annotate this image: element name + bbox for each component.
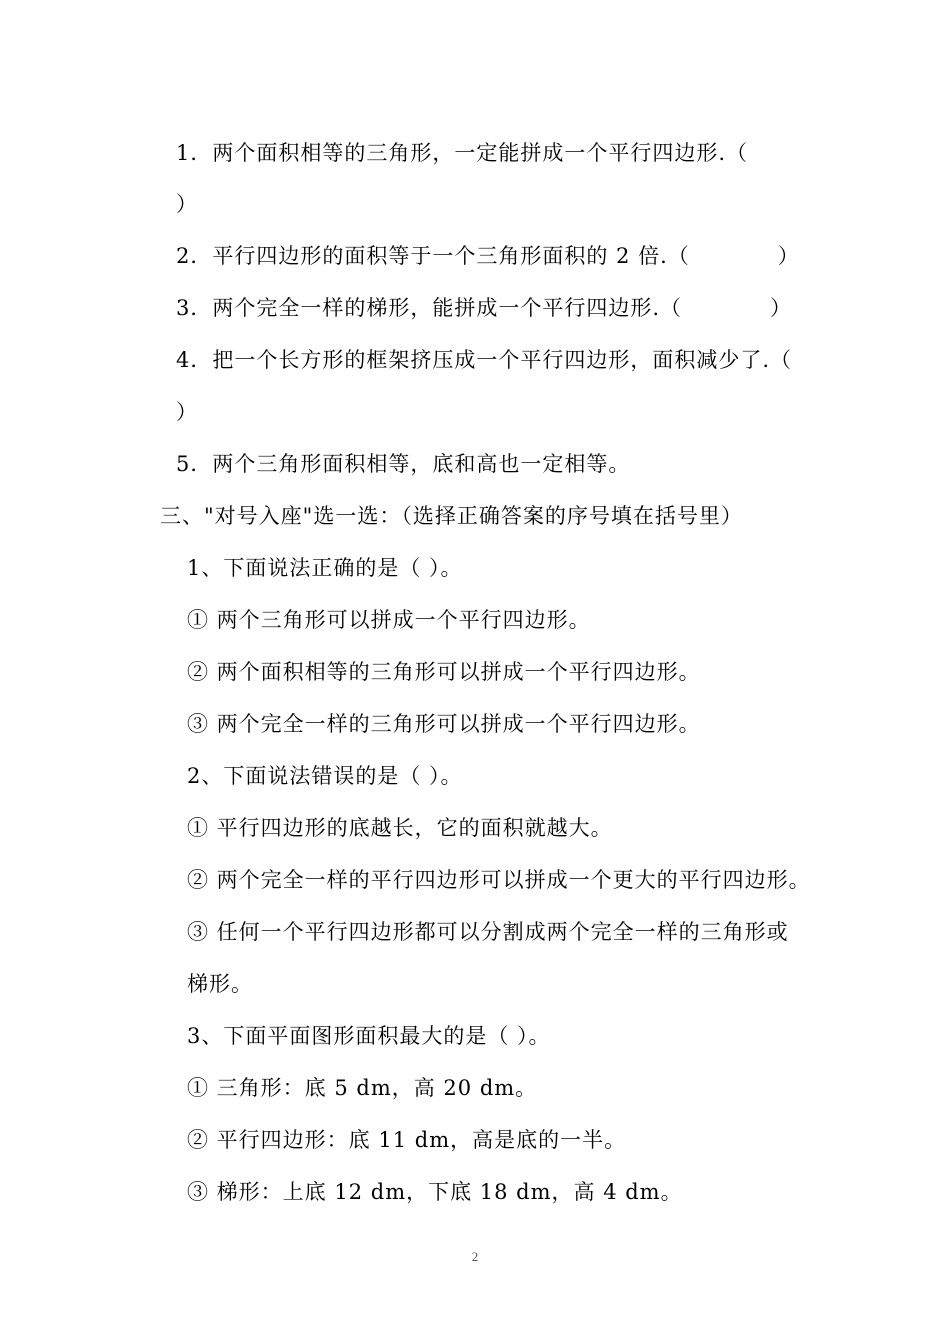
- question-2-option-1: ① 平行四边形的底越长，它的面积就越大。: [187, 816, 613, 840]
- question-3-option-3: ③ 梯形：上底 12 dm，下底 18 dm，高 4 dm。: [187, 1180, 683, 1204]
- judgment-item-2: 2．平行四边形的面积等于一个三角形面积的 2 倍.（ ）: [176, 244, 800, 268]
- judgment-item-1: 1．两个面积相等的三角形，一定能拼成一个平行四边形.（: [176, 141, 749, 165]
- question-1-option-1: ① 两个三角形可以拼成一个平行四边形。: [187, 608, 591, 632]
- section-three-heading: 三、"对号入座"选一选：（选择正确答案的序号填在括号里）: [160, 504, 743, 528]
- judgment-item-1-continuation: ）: [176, 192, 198, 216]
- judgment-item-4: 4．把一个长方形的框架挤压成一个平行四边形，面积减少了.（: [176, 348, 793, 372]
- question-2-option-2: ② 两个完全一样的平行四边形可以拼成一个更大的平行四边形。: [187, 868, 811, 892]
- question-1-option-3: ③ 两个完全一样的三角形可以拼成一个平行四边形。: [187, 712, 701, 736]
- question-3-stem: 3、下面平面图形面积最大的是（ ）。: [187, 1024, 551, 1048]
- question-3-option-1: ① 三角形：底 5 dm，高 20 dm。: [187, 1076, 538, 1100]
- question-1-stem: 1、下面说法正确的是（ ）。: [187, 556, 463, 580]
- judgment-item-3: 3．两个完全一样的梯形，能拼成一个平行四边形.（ ）: [176, 296, 793, 320]
- question-2-option-3: ③ 任何一个平行四边形都可以分割成两个完全一样的三角形或: [187, 920, 789, 944]
- page-number: 2: [471, 1249, 479, 1264]
- judgment-item-5: 5．两个三角形面积相等，底和高也一定相等。: [176, 452, 631, 476]
- question-1-option-2: ② 两个面积相等的三角形可以拼成一个平行四边形。: [187, 660, 701, 684]
- question-2-option-3-continuation: 梯形。: [187, 972, 253, 996]
- question-3-option-2: ② 平行四边形：底 11 dm，高是底的一半。: [187, 1128, 627, 1152]
- judgment-item-4-continuation: ）: [176, 400, 198, 424]
- question-2-stem: 2、下面说法错误的是（ ）。: [187, 764, 463, 788]
